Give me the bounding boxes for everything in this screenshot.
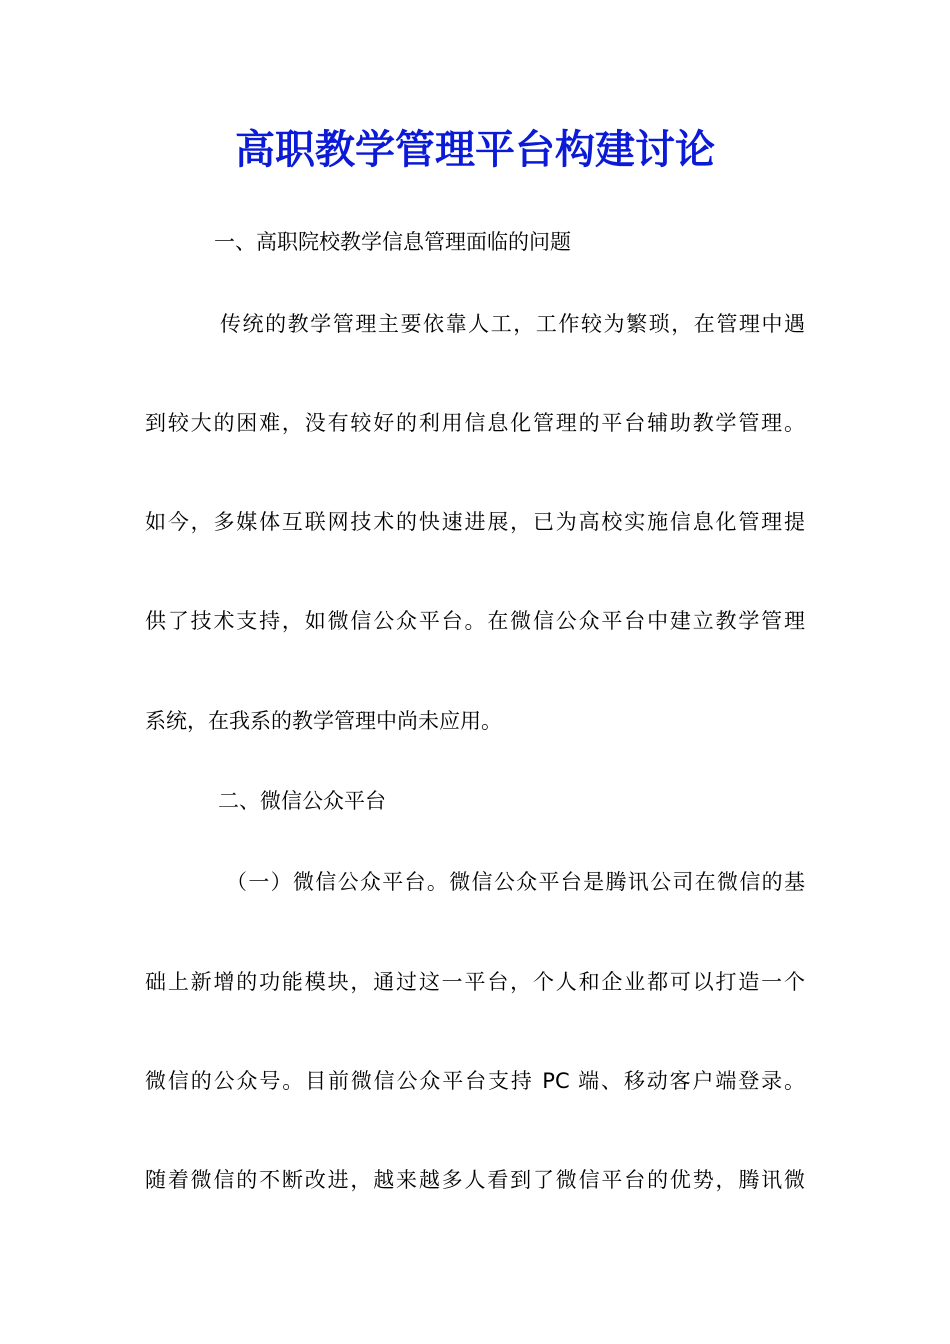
- document-title: 高职教学管理平台构建讨论: [235, 126, 715, 173]
- paragraph-2-line-3: 微信的公众号。目前微信公众平台支持 PC 端、移动客户端登录。: [145, 1069, 805, 1093]
- paragraph-1-line-3: 如今，多媒体互联网技术的快速进展，已为高校实施信息化管理提: [145, 510, 805, 534]
- section-heading-2: 二、微信公众平台: [218, 789, 386, 813]
- section-heading-1: 一、高职院校教学信息管理面临的问题: [214, 230, 571, 254]
- paragraph-1-line-4: 供了技术支持，如微信公众平台。在微信公众平台中建立教学管理: [145, 609, 805, 633]
- paragraph-1-line-1: 传统的教学管理主要依靠人工，工作较为繁琐，在管理中遇: [220, 312, 805, 336]
- paragraph-2-line-4: 随着微信的不断改进，越来越多人看到了微信平台的优势，腾讯微: [145, 1168, 805, 1192]
- paragraph-2-line-1: （一）微信公众平台。微信公众平台是腾讯公司在微信的基: [226, 870, 805, 894]
- paragraph-1-line-5: 系统，在我系的教学管理中尚未应用。: [145, 709, 502, 733]
- paragraph-1-line-2: 到较大的困难，没有较好的利用信息化管理的平台辅助教学管理。: [145, 411, 805, 435]
- paragraph-2-line-2: 础上新增的功能模块，通过这一平台，个人和企业都可以打造一个: [145, 970, 805, 994]
